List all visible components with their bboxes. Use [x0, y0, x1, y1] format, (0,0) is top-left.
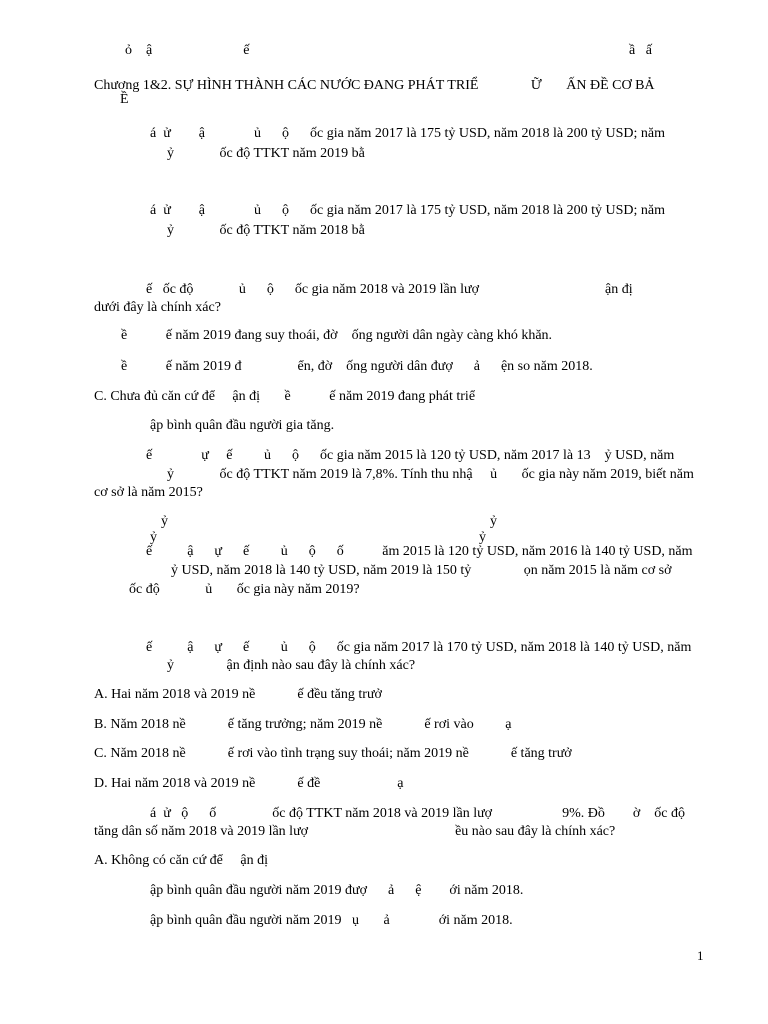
paragraph-line: ề ế năm 2019 đang suy thoái, đờ ống người dân ngày càng khó khăn.: [121, 328, 553, 343]
paragraph-line: ề ế năm 2019 đ ển, đờ ống người dân đượ ả ện so năm 2018.: [121, 359, 593, 374]
paragraph-line: á ử ậ ủ ộ ốc gia năm 2017 là 175 tỷ USD, năm 2018 là 200 tỷ USD; năm: [150, 126, 666, 141]
paragraph-line: ỷ ốc độ TTKT năm 2019 bằ: [167, 146, 365, 161]
paragraph-line: ế ậ ự ế ủ ộ ố ăm 2015 là 120 tỷ USD, năm 2016 là 140 tỷ USD, năm: [146, 544, 693, 559]
paragraph-line: ế ốc độ ủ ộ ốc gia năm 2018 và 2019 lần lượ ận đị: [146, 282, 633, 297]
chapter-title-continued: Ề: [120, 92, 129, 107]
paragraph-line: ế ậ ự ế ủ ộ ốc gia năm 2017 là 170 tỷ USD, năm 2018 là 140 tỷ USD, năm: [146, 640, 692, 655]
page-header-left: ỏ ậ ế: [125, 43, 250, 58]
page-header-right: ầ ấ: [629, 43, 652, 58]
paragraph-line: ỷ ận định nào sau đây là chính xác?: [167, 658, 416, 673]
chapter-title: Chương 1&2. SỰ HÌNH THÀNH CÁC NƯỚC ĐANG PHÁT TRIỂ Ữ ẤN ĐỀ CƠ BẢ: [94, 78, 655, 93]
paragraph-line: ỷ ốc độ TTKT năm 2019 là 7,8%. Tính thu nhậ ủ ốc gia này năm 2019, biết năm: [167, 467, 694, 482]
paragraph-line: á ử ộ ố ốc độ TTKT năm 2018 và 2019 lần lượ 9%. Đồ ờ ốc độ: [150, 806, 685, 821]
paragraph-line: dưới đây là chính xác?: [94, 300, 221, 315]
paragraph-line: ốc độ ủ ốc gia này năm 2019?: [129, 582, 360, 597]
paragraph-line: ế ự ế ủ ộ ốc gia năm 2015 là 120 tỷ USD, năm 2017 là 13 ỷ USD, năm: [146, 448, 675, 463]
paragraph-line: B. Năm 2018 nề ế tăng trưởng; năm 2019 nề ế rơi vào ạ: [94, 717, 512, 732]
paragraph-line: á ử ậ ủ ộ ốc gia năm 2017 là 175 tỷ USD, năm 2018 là 200 tỷ USD; năm: [150, 203, 666, 218]
paragraph-line: ỷ ỷ: [161, 514, 497, 529]
page-number: 1: [697, 948, 704, 963]
paragraph-line: ỷ USD, năm 2018 là 140 tỷ USD, năm 2019 là 150 tỷ ọn năm 2015 là năm cơ sở: [171, 563, 672, 578]
paragraph-line: D. Hai năm 2018 và 2019 nề ế đề ạ: [94, 776, 404, 791]
paragraph-line: ập bình quân đầu người năm 2019 ụ ả ới năm 2018.: [150, 913, 513, 928]
paragraph-line: A. Không có căn cứ để ận đị: [94, 853, 268, 868]
paragraph-line: ỷ ốc độ TTKT năm 2018 bằ: [167, 223, 365, 238]
paragraph-line: cơ sở là năm 2015?: [94, 485, 203, 500]
paragraph-line: A. Hai năm 2018 và 2019 nề ế đều tăng trưở: [94, 687, 382, 702]
paragraph-line: ỷ ỷ: [150, 530, 486, 545]
paragraph-line: tăng dân số năm 2018 và 2019 lần lượ ều nào sau đây là chính xác?: [94, 824, 616, 839]
paragraph-line: C. Năm 2018 nề ế rơi vào tình trạng suy thoái; năm 2019 nề ế tăng trưở: [94, 746, 572, 761]
paragraph-line: ập bình quân đầu người gia tăng.: [150, 418, 335, 433]
paragraph-line: ập bình quân đầu người năm 2019 đượ ả ệ ới năm 2018.: [150, 883, 524, 898]
paragraph-line: C. Chưa đủ căn cứ để ận đị ề ế năm 2019 đang phát triể: [94, 389, 476, 404]
